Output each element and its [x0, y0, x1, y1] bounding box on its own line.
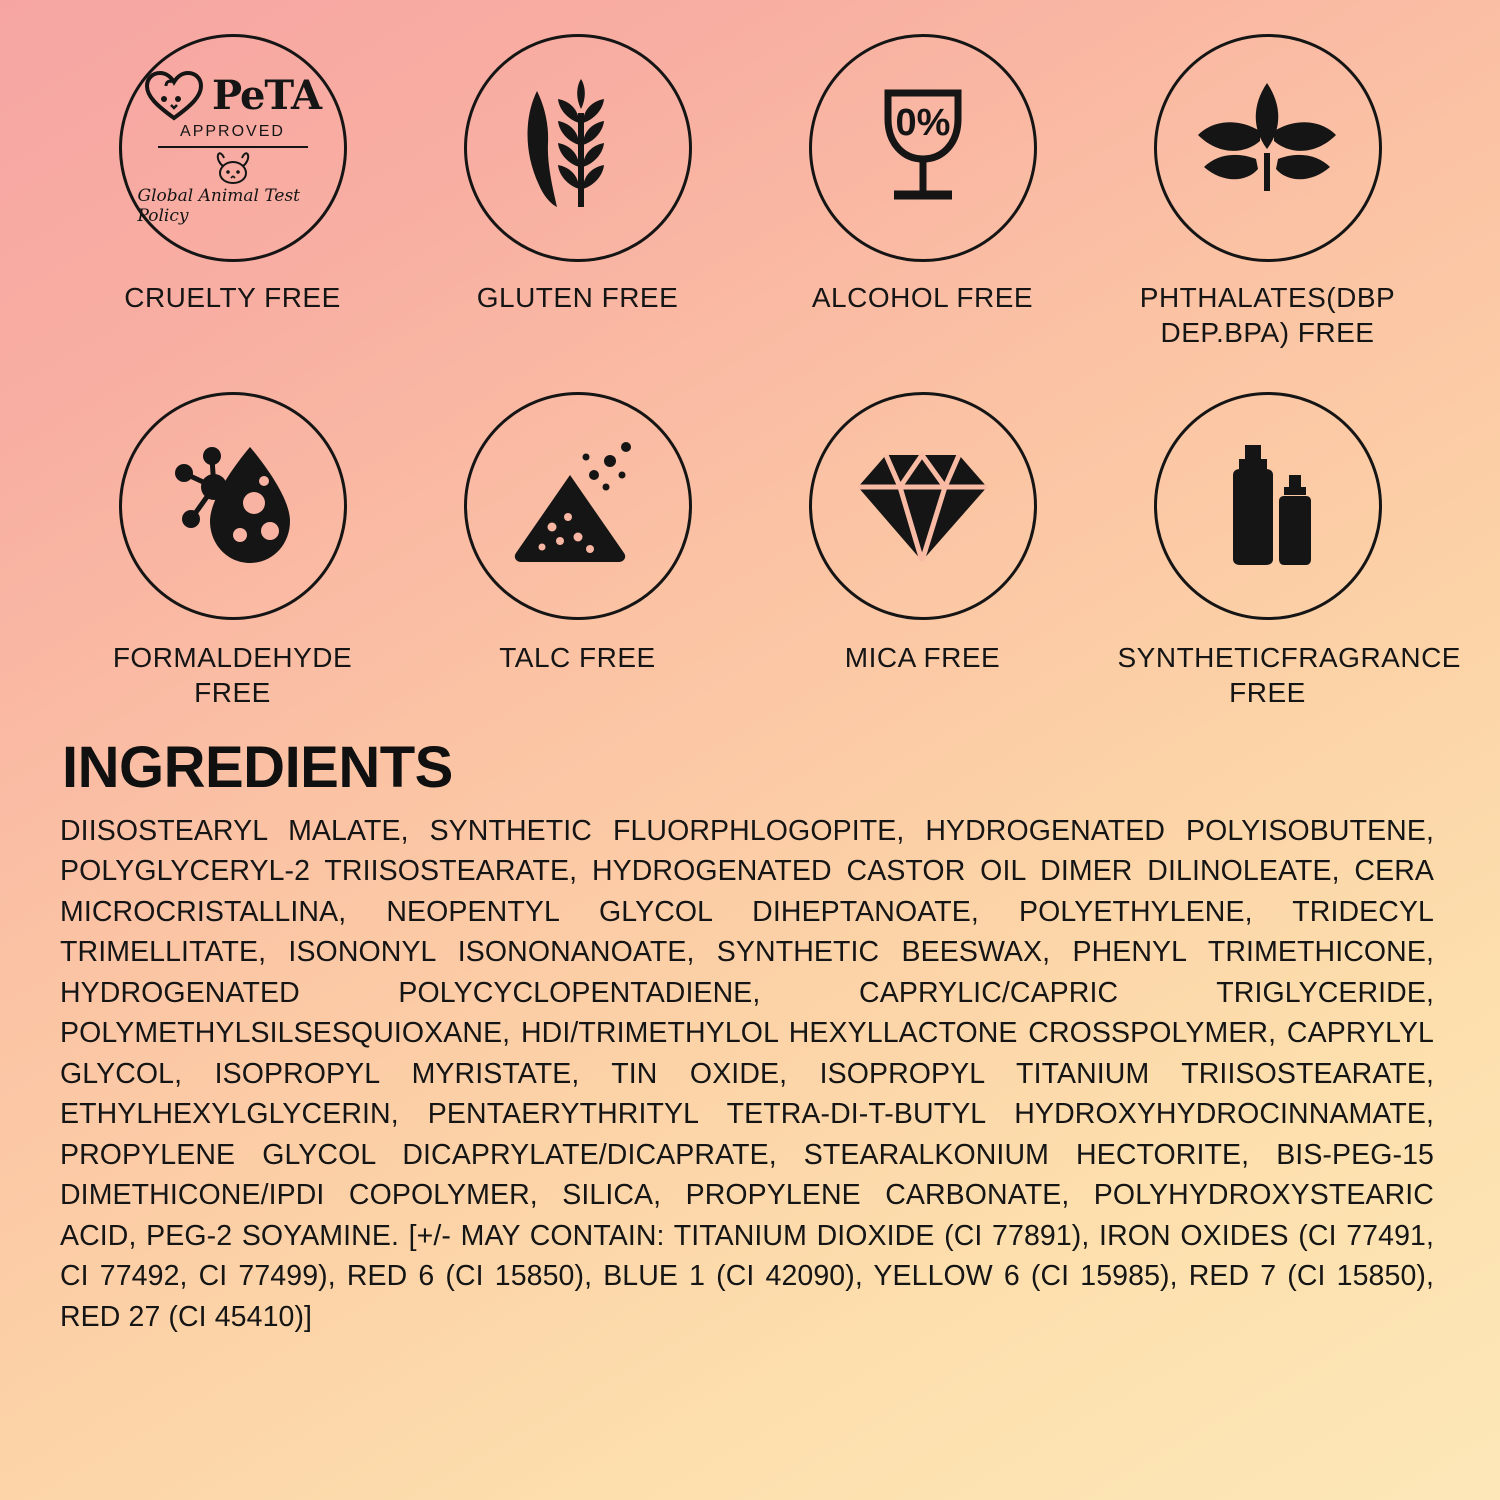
- badge-label: GLUTEN FREE: [476, 282, 679, 313]
- certification-badge-grid-row-1: [60, 34, 1440, 350]
- badge-cruelty-free: [60, 34, 405, 350]
- badge-phthalates-free: [1095, 34, 1440, 350]
- bunny-face-icon: [211, 152, 255, 186]
- powder-pile-icon: [498, 431, 658, 581]
- peta-divider: [158, 146, 308, 148]
- badge-circle: [1154, 392, 1382, 620]
- badge-circle: [1154, 34, 1382, 262]
- badge-circle: [464, 34, 692, 262]
- leaves-icon: [1190, 73, 1345, 223]
- badge-circle: [809, 392, 1037, 620]
- badge-circle: [119, 392, 347, 620]
- badge-mica-free: [750, 392, 1095, 710]
- glass-zero-percent-text: 0%: [895, 102, 950, 144]
- badge-label: MICA FREE: [844, 642, 1001, 673]
- peta-policy-text: Global Animal Test Policy: [137, 185, 301, 226]
- diamond-gem-icon: [840, 431, 1005, 581]
- ingredients-heading: INGREDIENTS: [62, 735, 453, 800]
- wheat-stalk-icon: [503, 73, 653, 223]
- badge-label: ALCOHOL FREE: [811, 282, 1034, 313]
- badge-label: FORMALDEHYDE FREE: [112, 642, 353, 708]
- peta-approved-text: APPROVED: [180, 122, 285, 140]
- peta-wordmark: PeTA: [211, 71, 322, 119]
- badge-alcohol-free: [750, 34, 1095, 350]
- wine-glass-zero-percent-icon: [848, 73, 998, 223]
- badge-label: PHTHALATES(DBP DEP.BPA) FREE: [1139, 282, 1396, 348]
- badge-talc-free: [405, 392, 750, 710]
- badge-circle: [809, 34, 1037, 262]
- badge-synthetic-fragrance-free: [1095, 392, 1461, 710]
- fragrance-bottles-icon: [1193, 431, 1343, 581]
- badge-label: CRUELTY FREE: [124, 282, 341, 313]
- certification-badge-grid-row-2: [60, 392, 1461, 710]
- badge-gluten-free: [405, 34, 750, 350]
- badge-circle: [119, 34, 347, 262]
- peta-approved-bunny-icon: [138, 63, 328, 233]
- badge-formaldehyde-free: [60, 392, 405, 710]
- ingredients-text: DIISOSTEARYL MALATE, SYNTHETIC FLUORPHLOGOPITE, HYDROGENATED POLYISOBUTENE, POLYGLYCERYL-2 TRIISOSTEARATE, HYDROGENATED CASTOR OIL DIMER DILINOLEATE, CERA MICROCRISTALLINA, NEOPENTYL GLYCOL DIHEPTANOATE, POLYETHYLENE, TRIDECYL TRIMELLITATE, ISONONYL ISONONANOATE, SYNTHETIC BEESWAX, PHENYL TRIMETHICONE, HYDROGENATED POLYCYCLOPENTADIENE, CAPRYLIC/CAPRIC TRIGLYCERIDE, POLYMETHYLSILSESQUIOXANE, HDI/TRIMETHYLOL HEXYLLACTONE CROSSPOLYMER, CAPRYLYL GLYCOL, ISOPROPYL MYRISTATE, TIN OXIDE, ISOPROPYL TITANIUM TRIISOSTEARATE, ETHYLHEXYLGLYCERIN, PENTAERYTHRITYL TETRA-DI-T-BUTYL HYDROXYHYDROCINNAMATE, PROPYLENE GLYCOL DICAPRYLATE/DICAPRATE, STEARALKONIUM HECTORITE, BIS-PEG-15 DIMETHICONE/IPDI COPOLYMER, SILICA, PROPYLENE CARBONATE, POLYHYDROXYSTEARIC ACID, PEG-2 SOYAMINE. [+/- MAY CONTAIN: TITANIUM DIOXIDE (CI 77891), IRON OXIDES (CI 77491, CI 77492, CI 77499), RED 6 (CI 15850), BLUE 1 (CI 42090), YELLOW 6 (CI 15985), RED 7 (CI 15850), RED 27 (CI 45410)]: [60, 815, 1434, 1333]
- badge-label: SYNTHETICFRAGRANCE FREE: [1117, 642, 1461, 708]
- badge-circle: [464, 392, 692, 620]
- molecule-droplet-icon: [158, 431, 308, 581]
- badge-label: TALC FREE: [499, 642, 656, 673]
